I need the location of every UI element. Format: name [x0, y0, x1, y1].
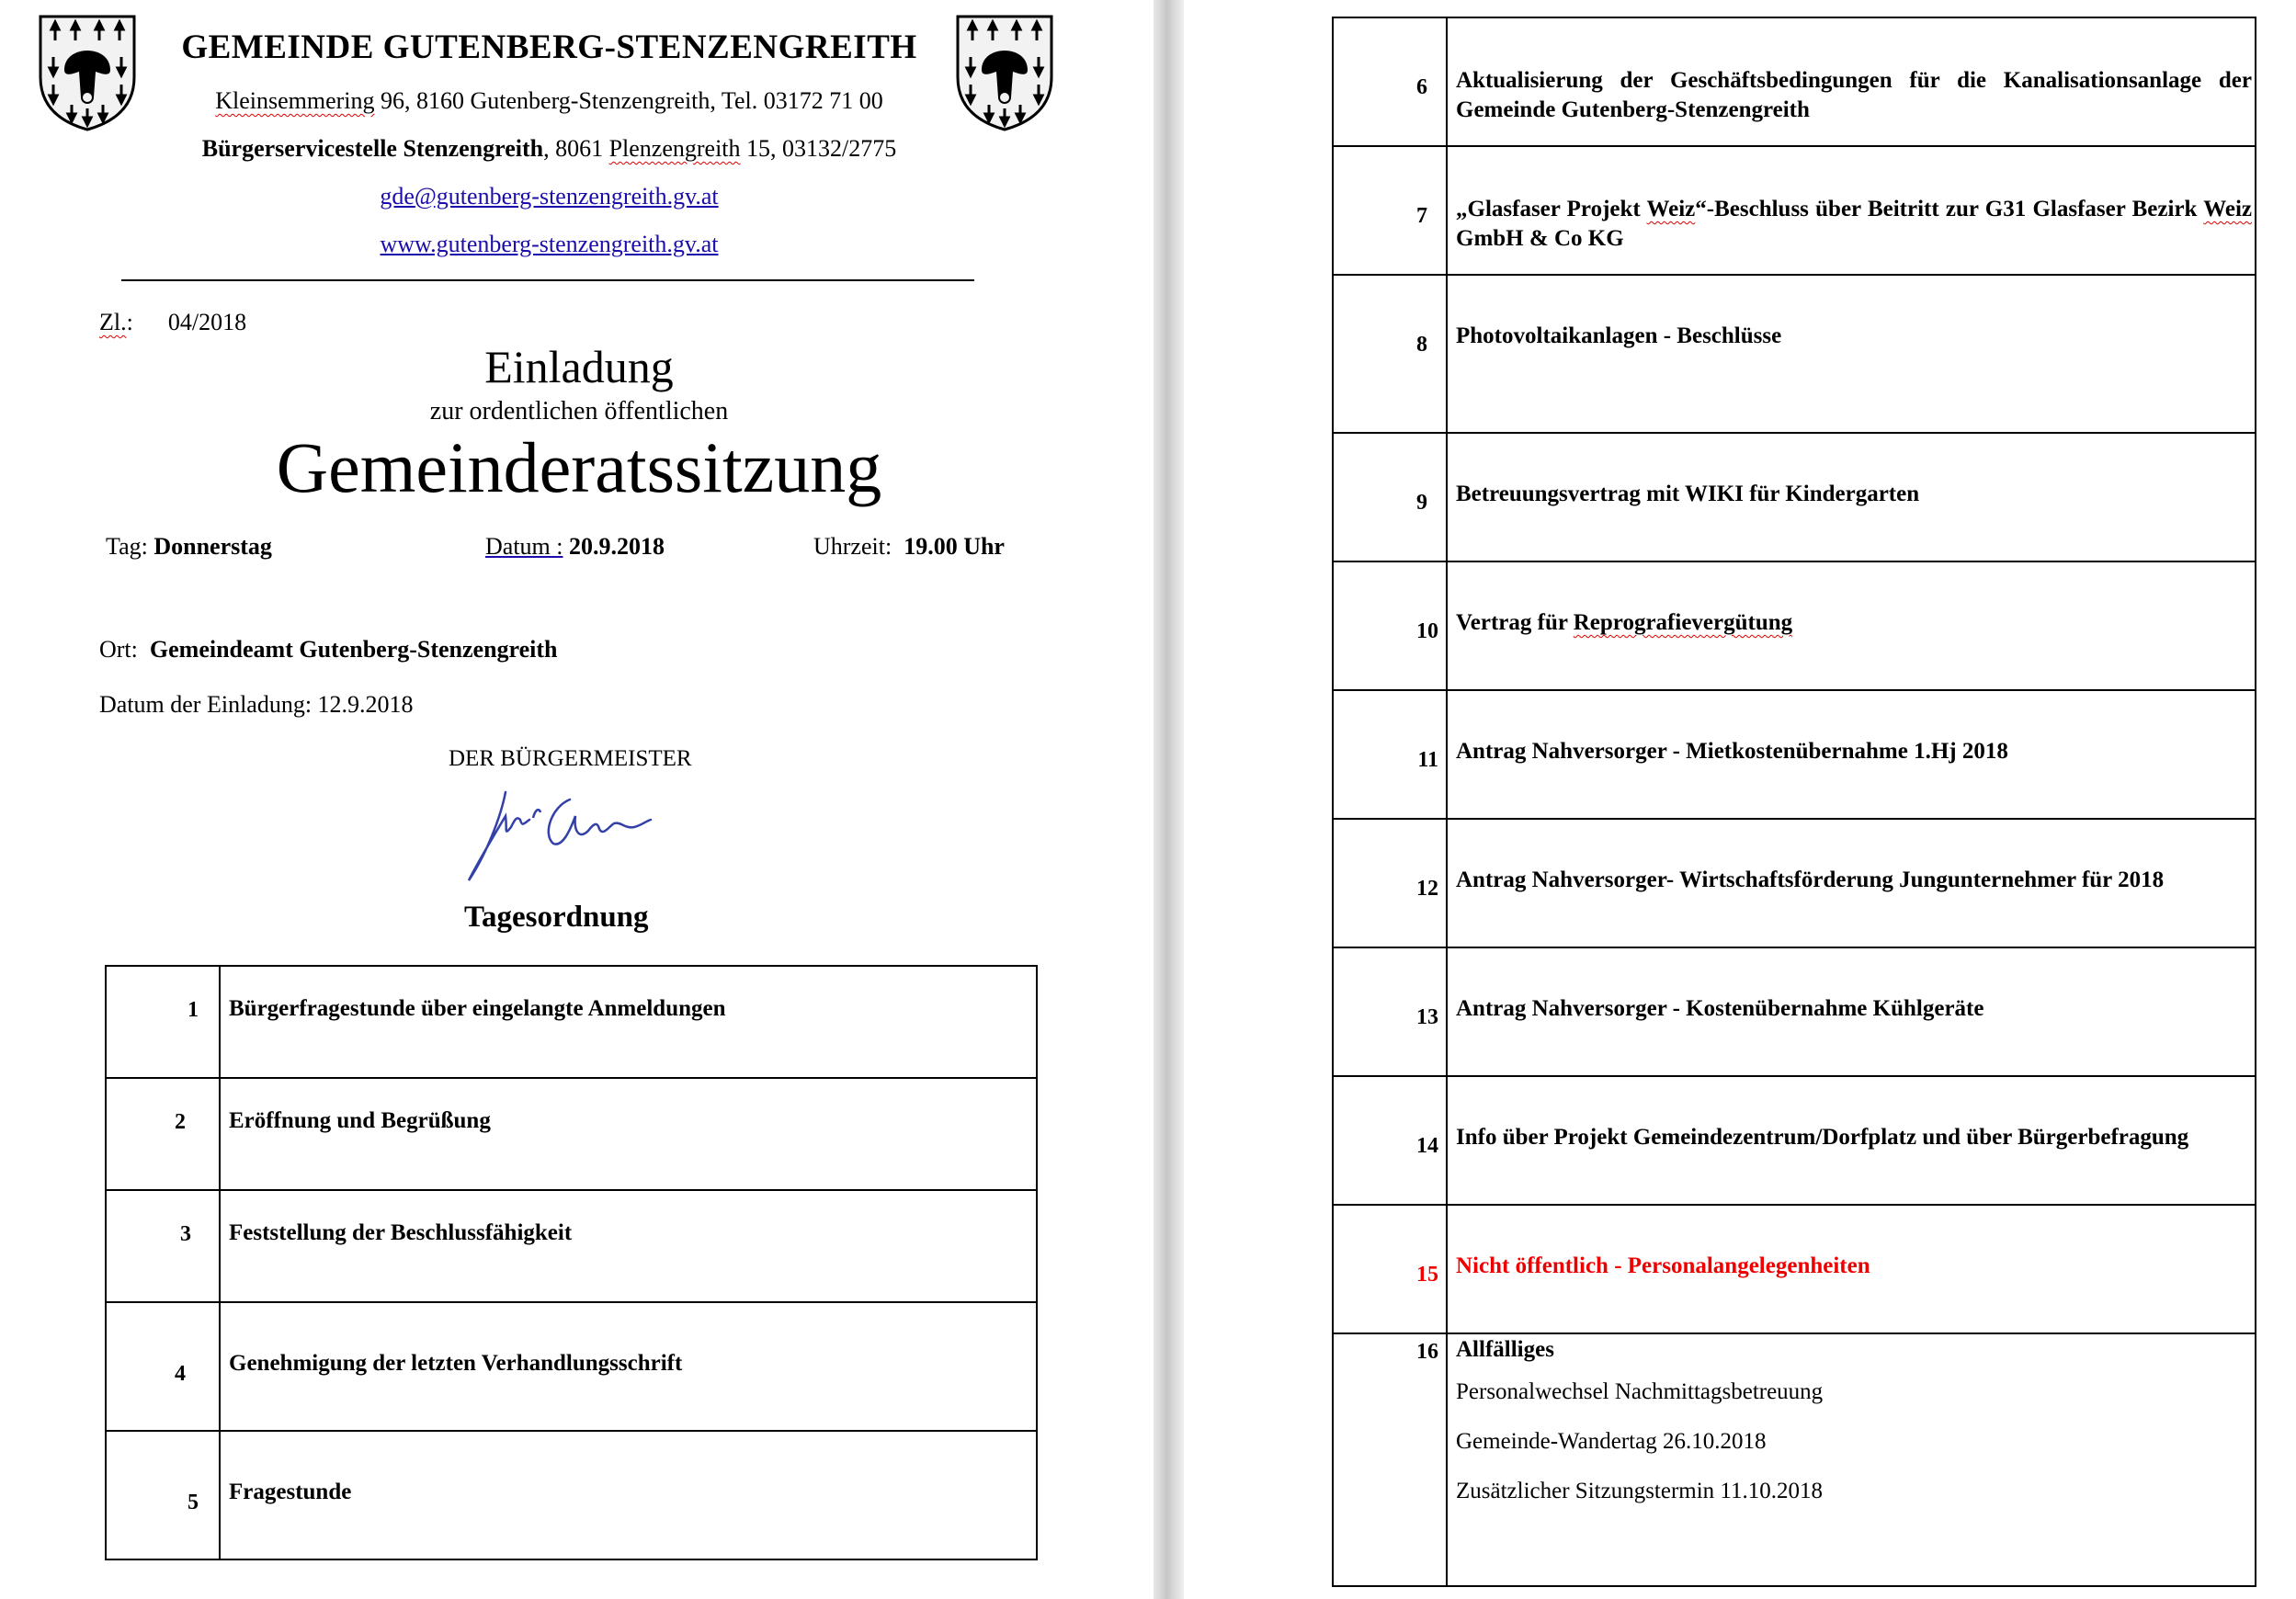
- website-link[interactable]: www.gutenberg-stenzengreith.gv.at: [380, 231, 719, 257]
- time-value: 19.00 Uhr: [904, 533, 1005, 560]
- agenda-title: Tagesordnung: [464, 901, 649, 934]
- service-rest: 15, 03132/2775: [740, 135, 897, 162]
- agenda-number: 13: [1416, 1005, 1438, 1029]
- agenda-text: Antrag Nahversorger- Wirtschaftsförderung Jungunternehmer für 2018: [1456, 868, 2165, 892]
- agenda-text: „Glasfaser Projekt Weiz“-Beschluss über Beitritt zur G31 Glasfaser Bezirk Weiz GmbH & Co KG: [1456, 197, 2252, 251]
- agenda-text: Info über Projekt Gemeindezentrum/Dorfplatz und über Bürgerbefragung: [1456, 1125, 2189, 1150]
- service-mid: , 8061: [543, 135, 609, 162]
- reference-label: Zl.: [99, 309, 127, 335]
- agenda-text: Feststellung der Beschlussfähigkeit: [229, 1220, 573, 1245]
- time-label: Uhrzeit:: [813, 533, 892, 560]
- agenda-number: 14: [1416, 1134, 1438, 1158]
- agenda-number: 9: [1416, 491, 1427, 515]
- agenda-number: 3: [180, 1222, 191, 1246]
- invitation-date: Datum der Einladung: 12.9.2018: [99, 691, 414, 718]
- agenda-number: 15: [1416, 1263, 1438, 1287]
- service-office: Bürgerservicestelle Stenzengreith: [201, 135, 544, 162]
- agenda-text: Allfälliges: [1456, 1337, 1554, 1362]
- page-gutter: [1154, 0, 1184, 1599]
- agenda-row: [1333, 17, 2256, 146]
- service-town: Plenzengreith: [608, 135, 741, 162]
- agenda-number: 10: [1416, 619, 1438, 643]
- agenda-row: [1333, 690, 2256, 819]
- meeting-place: [99, 636, 558, 663]
- address-rest: 96, 8160 Gutenberg-Stenzengreith, Tel. 03172 71 00: [374, 87, 883, 114]
- date-value: 20.9.2018: [569, 533, 665, 560]
- agenda-row: [106, 1078, 1037, 1190]
- invitation-heading: Einladung: [484, 341, 674, 392]
- agenda-number: 4: [175, 1362, 186, 1386]
- invitation-subheading: zur ordentlichen öffentlichen: [429, 397, 729, 425]
- agenda-subitem: Personalwechsel Nachmittagsbetreuung: [1456, 1379, 1824, 1404]
- agenda-text: Eröffnung und Begrüßung: [229, 1108, 491, 1133]
- agenda-text: Betreuungsvertrag mit WIKI für Kindergarten: [1456, 482, 1920, 506]
- agenda-number: 7: [1416, 204, 1427, 228]
- agenda-number: 5: [188, 1491, 199, 1514]
- meeting-day: [106, 533, 272, 561]
- agenda-row: [1333, 1076, 2256, 1205]
- day-label: Tag:: [106, 533, 148, 560]
- header-divider: [121, 279, 974, 281]
- agenda-row: [1333, 947, 2256, 1076]
- agenda-number: 16: [1416, 1340, 1438, 1364]
- agenda-row: [106, 966, 1037, 1078]
- agenda-number: 1: [188, 998, 199, 1022]
- agenda-text: Antrag Nahversorger - Kostenübernahme Kühlgeräte: [1456, 996, 1984, 1021]
- agenda-table-right: [1332, 17, 2256, 1587]
- agenda-subitem: Gemeinde-Wandertag 26.10.2018: [1456, 1429, 1767, 1454]
- email-link[interactable]: gde@gutenberg-stenzengreith.gv.at: [380, 183, 719, 210]
- place-value: Gemeindeamt Gutenberg-Stenzengreith: [149, 636, 558, 663]
- agenda-number: 2: [175, 1110, 186, 1134]
- meeting-date: [485, 533, 665, 561]
- agenda-row: [106, 1431, 1037, 1559]
- agenda-text: Fragestunde: [229, 1480, 352, 1504]
- agenda-text: Vertrag für Reprografievergütung: [1456, 610, 1793, 635]
- address-line: [0, 87, 1098, 115]
- reference-number: [99, 309, 246, 336]
- address-street: Kleinsemmering: [215, 87, 375, 114]
- municipality-name: GEMEINDE GUTENBERG-STENZENGREITH: [181, 28, 917, 66]
- reference-colon: :: [126, 309, 133, 335]
- agenda-text: Antrag Nahversorger - Mietkostenübernahme 1.Hj 2018: [1456, 739, 2008, 764]
- date-label: Datum :: [485, 533, 563, 560]
- main-title: Gemeinderatssitzung: [276, 427, 882, 507]
- agenda-row: [1333, 1205, 2256, 1333]
- agenda-number: 11: [1417, 748, 1438, 772]
- agenda-row: [1333, 819, 2256, 947]
- agenda-number: 8: [1416, 333, 1427, 357]
- mayor-label: DER BÜRGERMEISTER: [449, 746, 692, 771]
- reference-value: 04/2018: [167, 309, 247, 335]
- agenda-row: [106, 1302, 1037, 1431]
- agenda-number: 12: [1416, 877, 1438, 901]
- agenda-row: [106, 1190, 1037, 1302]
- document-page-right: [1184, 0, 2296, 1599]
- service-office-line: [0, 135, 1098, 163]
- agenda-text: Photovoltaikanlagen - Beschlüsse: [1456, 323, 1782, 348]
- agenda-row: [1333, 1333, 2256, 1586]
- agenda-table-left: [105, 965, 1038, 1560]
- agenda-number: 6: [1416, 75, 1427, 99]
- agenda-text: Genehmigung der letzten Verhandlungsschrift: [229, 1351, 683, 1376]
- agenda-text: Nicht öffentlich - Personalangelegenheiten: [1456, 1253, 1870, 1278]
- agenda-row: [1333, 275, 2256, 433]
- agenda-row: [1333, 561, 2256, 690]
- place-label: Ort:: [99, 636, 138, 663]
- agenda-row: [1333, 146, 2256, 275]
- agenda-row: [1333, 433, 2256, 561]
- agenda-subitem: Zusätzlicher Sitzungstermin 11.10.2018: [1456, 1479, 1823, 1503]
- day-value: Donnerstag: [153, 533, 272, 560]
- agenda-text: Aktualisierung der Geschäftsbedingungen für die Kanalisationsanlage der Gemeinde Gutenberg-Stenzengreith: [1456, 68, 2252, 122]
- agenda-text: Bürgerfragestunde über eingelangte Anmeldungen: [229, 996, 726, 1021]
- meeting-time: [813, 533, 1005, 561]
- mayor-signature: [450, 779, 662, 890]
